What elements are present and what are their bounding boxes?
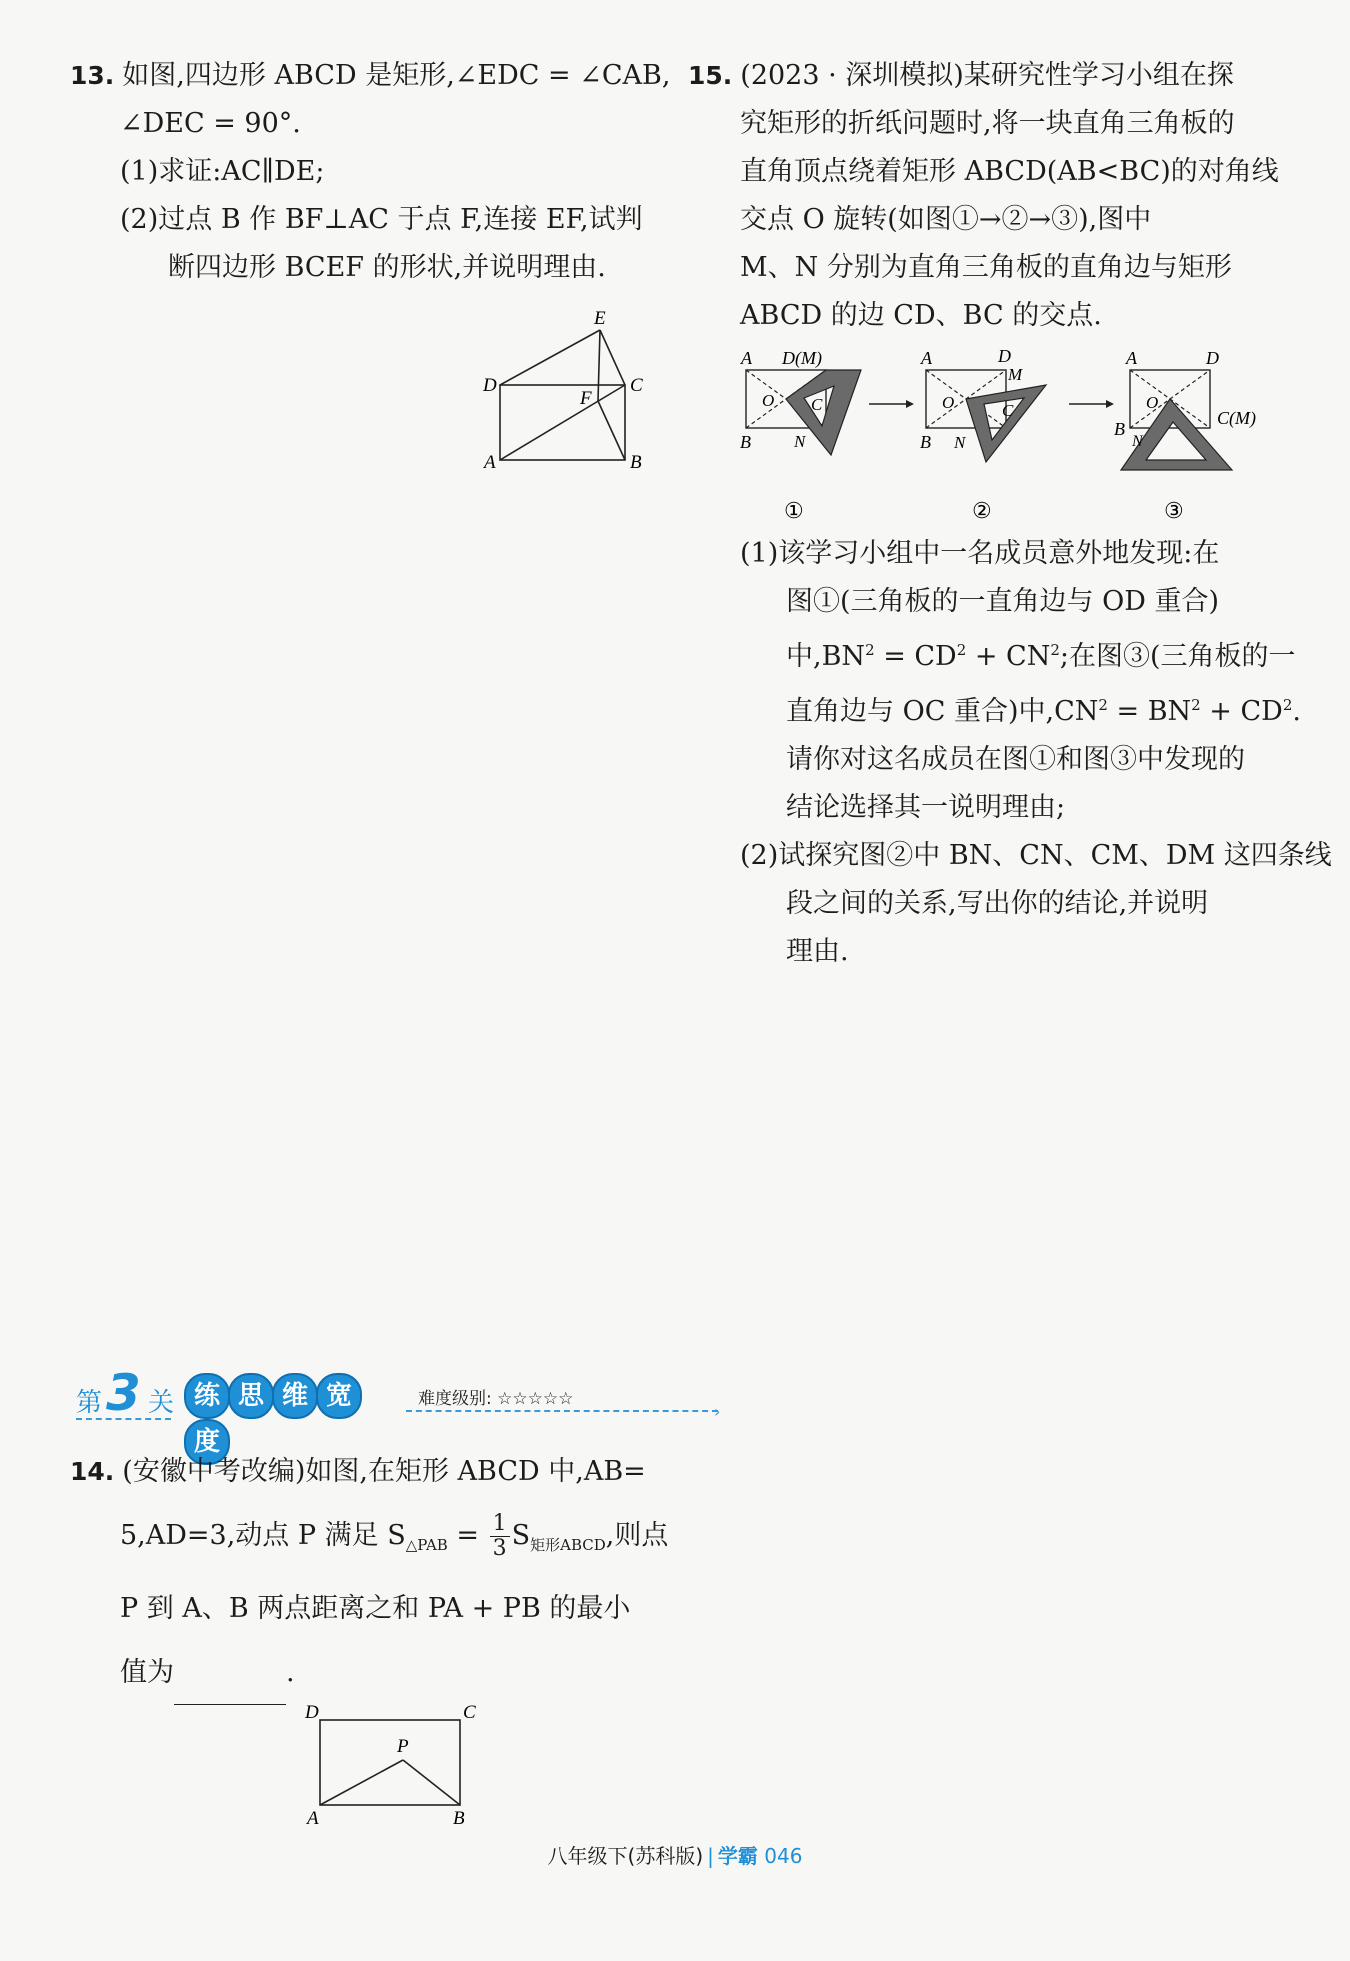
q15-line4: 交点 O 旋转(如图①→②→③),图中 [740,204,1152,235]
section-underline-left [76,1418,171,1420]
section-title-char-5: 度 [184,1419,230,1465]
q14-text-1: (安徽中考改编)如图,在矩形 ABCD 中,AB= [122,1456,646,1487]
section-guan: 关 [148,1388,175,1418]
q15-caption-1: ① [784,498,804,523]
footer-brand: 学霸 [717,1844,758,1868]
q15-part1-line2: 图①(三角板的一直角边与 OD 重合) [786,586,1220,617]
q15-p1l4-d: . [1292,696,1301,727]
q13-line1 [70,52,671,100]
q13-line2: ∠DEC = 90°. [120,108,301,139]
q15-sup-5: 2 [1191,696,1201,714]
q13-line-bf [598,401,625,460]
section-title-char-3: 维 [272,1373,318,1419]
q15-fig2-label-c: C [1002,401,1014,420]
q15-fig2 [920,346,1046,462]
q14-line-ap [320,1760,403,1805]
footer-separator: | [707,1844,714,1868]
q15-fig1-label-o: O [762,391,775,410]
page-footer [0,1840,1350,1869]
q15-parts [688,530,1332,976]
q14-line2 [70,1504,669,1577]
q14-line1 [70,1440,660,1504]
section-title-char-4: 宽 [316,1373,362,1419]
q13-label-e: E [594,308,606,329]
q14-label-a: A [307,1808,319,1829]
q15-p1l3-c: + CN [966,641,1051,672]
q13-diagonal-ac [500,385,625,460]
q15-p1l3-b: = CD [874,641,957,672]
q15-part1-line4 [688,681,1301,736]
q15-fig1-label-dm: D(M) [782,348,822,368]
q15-fig3-label-a: A [1126,348,1137,368]
q15-p1l3-a: 中,BN [786,641,866,672]
q13-label-f: F [580,388,592,409]
footer-grade: 八年级下(苏科版) [547,1844,704,1868]
q14-line-pb [403,1760,460,1805]
q14-figure [295,1700,495,1830]
q15-line6: ABCD 的边 CD、BC 的交点. [740,300,1102,331]
q15-part1-line6: 结论选择其一说明理由; [786,792,1066,823]
question-14 [70,1440,669,1705]
q15-fig2-label-n: N [954,433,966,452]
q15-fig3-label-n: N [1132,433,1143,450]
q15-fig1-label-n: N [794,432,806,451]
q14-sub-rect: 矩形ABCD [530,1536,606,1554]
q14-label-d: D [305,1702,319,1723]
q15-fig3-label-o: O [1146,393,1159,412]
q15-fig2-label-o: O [942,393,955,412]
q15-p1l4-a: 直角边与 OC 重合)中,CN [786,696,1099,727]
q13-part1: (1)求证:AC∥DE; [120,156,325,187]
q15-part1-line1: (1)该学习小组中一名成员意外地发现:在 [740,538,1220,569]
q15-figure [736,340,1286,530]
q13-label-c: C [630,375,643,396]
q15-line1 [688,52,1278,100]
q14-line3: P 到 A、B 两点距离之和 PA + PB 的最小 [120,1593,631,1624]
q15-fig1-label-a: A [741,348,752,368]
q15-fig2-label-m: M [1008,365,1023,384]
q13-line-ec [600,330,625,385]
section-underline-right [406,1410,718,1412]
q14-sub-pab: △PAB [405,1536,448,1554]
q14-label-p: P [397,1736,409,1757]
q13-line-ef [598,330,600,401]
q15-part1-line3 [688,626,1296,681]
q15-fig3-label-cm: C(M) [1217,408,1256,428]
q15-fig1-label-b: B [740,432,751,452]
section-title-char-2: 思 [228,1373,274,1419]
question-15 [688,52,1278,340]
q15-fig2-label-d: D [998,346,1011,366]
q15-fig1-label-c: C [811,395,823,414]
q14-l2-b: S [511,1520,531,1551]
q14-l2-a: 5,AD=3,动点 P 满足 S [120,1520,406,1551]
q15-caption-2: ② [972,498,992,523]
q15-fig3-label-d: D [1206,348,1219,368]
q15-part2-line3: 理由. [786,936,849,967]
q13-number: 13. [70,61,115,90]
q13-part2a: (2)过点 B 作 BF⊥AC 于点 F,连接 EF,试判 [120,204,643,235]
q14-frac-num: 1 [490,1512,510,1537]
q14-label-b: B [453,1808,465,1829]
q14-number: 14. [70,1457,115,1486]
q13-label-b: B [630,452,642,473]
q15-p1l4-b: = BN [1107,696,1192,727]
section-title [184,1373,396,1457]
q14-l4-end: . [286,1657,295,1688]
section-di: 第 [76,1388,103,1418]
q14-rect [320,1720,460,1805]
section-header [76,1364,721,1457]
section-title-char-1: 练 [184,1373,230,1419]
q14-line4 [70,1641,660,1705]
difficulty-rating: 难度级别: ☆☆☆☆☆ [418,1389,574,1409]
q13-figure [480,300,660,480]
q15-fig2-label-a: A [921,348,932,368]
q15-fig2-label-b: B [920,432,931,452]
q15-part2-line2: 段之间的关系,写出你的结论,并说明 [786,888,1209,919]
q13-label-d: D [483,375,497,396]
q15-fig3 [1114,348,1256,470]
chevron-right-icon: › [714,1402,721,1421]
section-number: 3 [106,1364,141,1422]
q14-frac-den: 3 [492,1536,507,1561]
q13-part2b: 断四边形 BCEF 的形状,并说明理由. [168,252,606,283]
q14-label-c: C [463,1702,476,1723]
question-13 [70,52,671,292]
q14-l4-text: 值为 [120,1657,174,1688]
q15-caption-3: ③ [1164,498,1184,523]
answer-blank[interactable] [174,1674,286,1705]
q15-text-1: (2023 · 深圳模拟)某研究性学习小组在探 [740,60,1234,91]
q15-fig2-triangle [966,385,1046,462]
q15-sup-4: 2 [1098,696,1108,714]
q15-number: 15. [688,61,733,90]
q15-line2: 究矩形的折纸问题时,将一块直角三角板的 [740,108,1235,139]
q13-label-a: A [484,452,496,473]
q15-line3: 直角顶点绕着矩形 ABCD(AB<BC)的对角线 [740,156,1279,187]
q15-sup-3: 2 [1050,641,1060,659]
q15-arrow2-head [1106,400,1114,408]
q13-text-1: 如图,四边形 ABCD 是矩形,∠EDC = ∠CAB, [122,60,671,91]
q15-fig3-label-b: B [1114,419,1125,439]
q15-sup-1: 2 [865,641,875,659]
q15-p1l4-c: + CD [1200,696,1283,727]
q14-l2-c: ,则点 [605,1520,669,1551]
q14-fraction [490,1512,510,1561]
q15-p1l3-d: ;在图③(三角板的一 [1059,641,1296,672]
q15-sup-2: 2 [956,641,967,659]
q15-line5: M、N 分别为直角三角板的直角边与矩形 [740,252,1232,283]
page-number: 046 [764,1844,803,1868]
q15-sup-6: 2 [1282,696,1293,714]
q15-fig1 [740,348,861,455]
q15-part1-line5: 请你对这名成员在图①和图③中发现的 [786,744,1245,775]
q15-part2-line1: (2)试探究图②中 BN、CN、CM、DM 这四条线 [740,840,1332,871]
q13-line-de [500,330,600,385]
q15-arrow1-head [906,400,914,408]
q14-l2-eq: = [447,1520,488,1551]
